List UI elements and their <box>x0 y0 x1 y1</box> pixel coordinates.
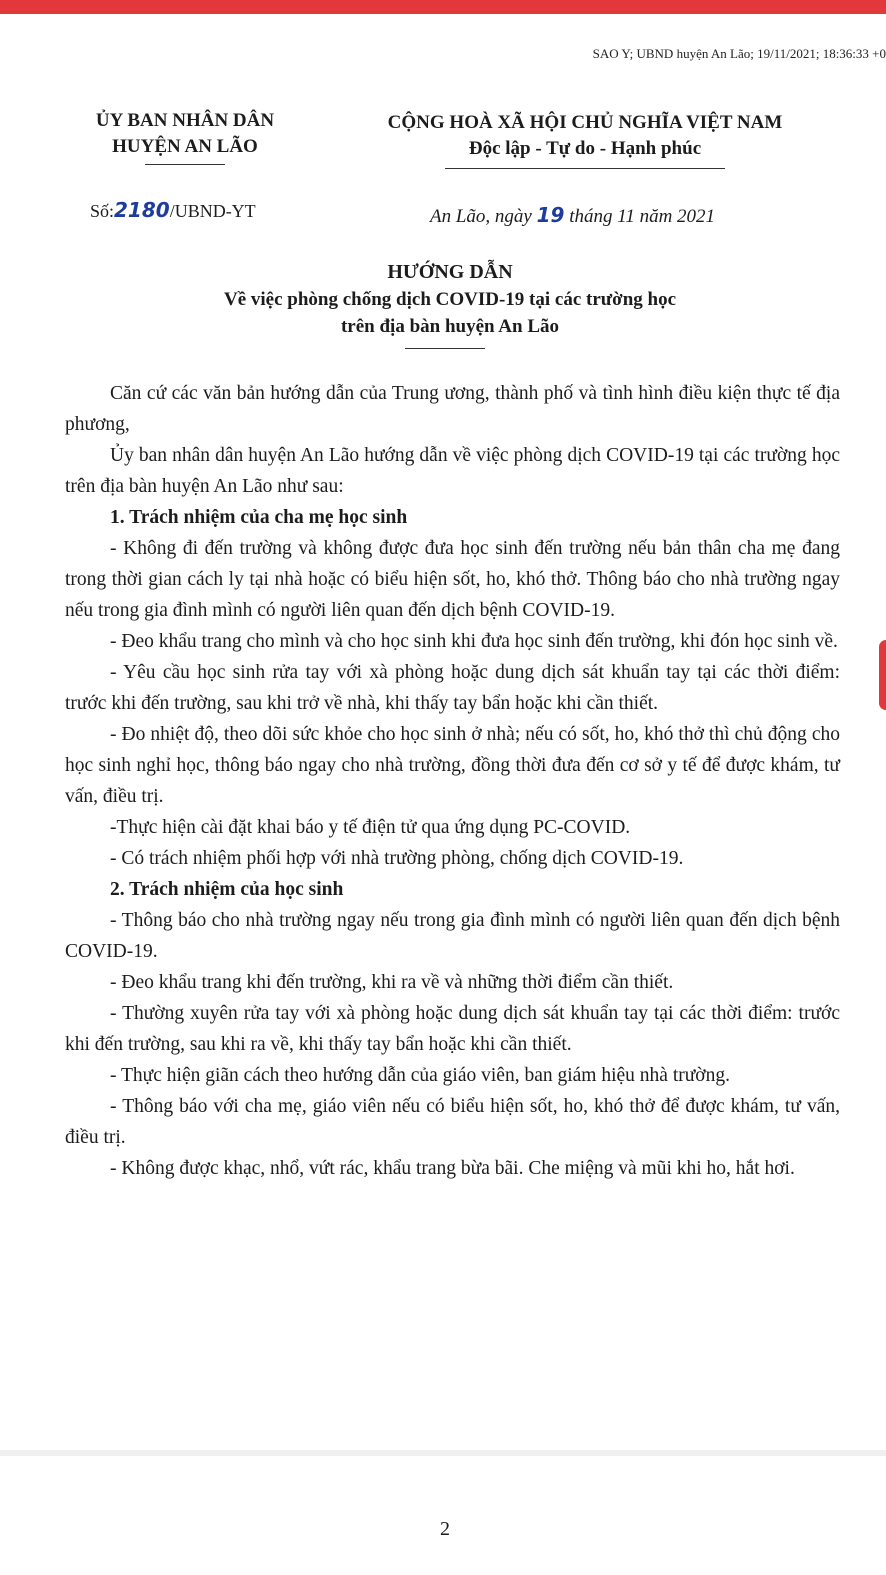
page-separator <box>0 1450 886 1456</box>
body-paragraph: Ủy ban nhân dân huyện An Lão hướng dẫn về việc phòng dịch COVID-19 tại các trường học trên địa bàn huyện An Lão như sau: <box>65 445 840 497</box>
body-paragraph: - Thường xuyên rửa tay với xà phòng hoặc dung dịch sát khuẩn tay tại các thời điểm: trước khi đến trường, sau khi ra về, khi thấy tay bẩn hoặc khi cần thiết. <box>65 1003 840 1055</box>
doc-number-suffix: /UBND-YT <box>169 201 256 221</box>
body-paragraph: - Đo nhiệt độ, theo dõi sức khỏe cho học sinh ở nhà; nếu có sốt, ho, khó thở thì chủ động cho học sinh nghỉ học, thông báo ngay cho nhà trường, đồng thời đưa đến cơ sở y tế để được khám, tư vấn, điều trị. <box>65 724 840 807</box>
national-heading <box>330 110 840 162</box>
document-body <box>65 378 840 1184</box>
title-underline <box>405 348 485 349</box>
body-paragraph: - Đeo khẩu trang khi đến trường, khi ra về và những thời điểm cần thiết. <box>110 972 674 993</box>
nation-motto: Độc lập - Tự do - Hạnh phúc <box>468 138 702 159</box>
copy-stamp: SAO Y; UBND huyện An Lão; 19/11/2021; 18:36:33 +0 <box>592 46 886 61</box>
body-paragraph: Căn cứ các văn bản hướng dẫn của Trung ương, thành phố và tình hình điều kiện thực tế địa phương, <box>65 383 840 435</box>
agency-line-1: ỦY BAN NHÂN DÂN <box>95 110 275 131</box>
date-suffix: tháng 11 năm 2021 <box>569 206 716 227</box>
edge-marker <box>879 640 886 710</box>
issuing-agency <box>60 108 310 160</box>
document-date <box>430 203 715 228</box>
date-prefix: An Lão, ngày <box>430 206 532 227</box>
body-paragraph: - Đeo khẩu trang cho mình và cho học sinh khi đưa học sinh đến trường, khi đón học sinh về. <box>110 631 838 652</box>
section-heading: 1. Trách nhiệm của cha mẹ học sinh <box>110 507 408 528</box>
body-paragraph: - Thông báo cho nhà trường ngay nếu trong gia đình mình có người liên quan đến dịch bệnh COVID-19. <box>65 910 840 962</box>
body-paragraph: -Thực hiện cài đặt khai báo y tế điện tử qua ứng dụng PC-COVID. <box>110 817 631 838</box>
subject-line-1: Về việc phòng chống dịch COVID-19 tại các trường học <box>223 289 677 310</box>
agency-underline <box>145 164 225 165</box>
motto-underline <box>445 168 725 169</box>
document-type: HƯỚNG DẪN <box>387 261 513 283</box>
body-paragraph: - Không đi đến trường và không được đưa học sinh đến trường nếu bản thân cha mẹ đang trong thời gian cách ly tại nhà hoặc có biểu hiện sốt, ho, khó thở. Thông báo cho nhà trường ngay nếu trong gia đình mình có người liên quan đến dịch bệnh COVID-19. <box>65 538 840 621</box>
page-number: 2 <box>440 1518 450 1540</box>
body-paragraph: - Thông báo với cha mẹ, giáo viên nếu có biểu hiện sốt, ho, khó thở để được khám, tư vấn, điều trị. <box>65 1096 840 1148</box>
document-title <box>150 258 750 340</box>
date-day-handwritten: 19 <box>536 203 565 227</box>
nation-name: CỘNG HOÀ XÃ HỘI CHỦ NGHĨA VIỆT NAM <box>387 112 783 133</box>
body-paragraph: - Không được khạc, nhổ, vứt rác, khẩu trang bừa bãi. Che miệng và mũi khi ho, hắt hơi. <box>110 1158 795 1179</box>
document-number <box>90 198 256 222</box>
body-paragraph: - Yêu cầu học sinh rửa tay với xà phòng hoặc dung dịch sát khuẩn tay tại các thời điểm: trước khi đến trường, sau khi trở về nhà, khi thấy tay bẩn hoặc khi cần thiết. <box>65 662 840 714</box>
doc-number-handwritten: 2180 <box>114 198 170 222</box>
subject-line-2: trên địa bàn huyện An Lão <box>340 316 560 337</box>
top-accent-bar <box>0 0 886 14</box>
section-heading: 2. Trách nhiệm của học sinh <box>110 879 344 900</box>
agency-line-2: HUYỆN AN LÃO <box>112 136 258 157</box>
body-paragraph: - Thực hiện giãn cách theo hướng dẫn của giáo viên, ban giám hiệu nhà trường. <box>110 1065 730 1086</box>
body-paragraph: - Có trách nhiệm phối hợp với nhà trường phòng, chống dịch COVID-19. <box>110 848 684 869</box>
doc-number-prefix: Số: <box>90 201 115 221</box>
